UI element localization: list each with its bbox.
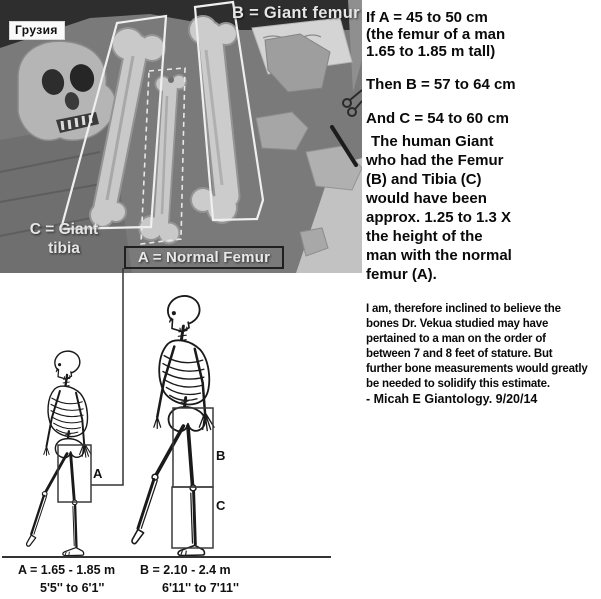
marker-c: C <box>216 498 226 513</box>
giant-tibia-label <box>22 220 106 258</box>
connector-line-a <box>91 268 123 485</box>
giant-paragraph-line: who had the Femur <box>366 152 504 169</box>
giant-height-m: B = 2.10 - 2.4 m <box>140 563 231 577</box>
note-line: be needed to solidify this estimate. <box>366 378 550 390</box>
marker-b: B <box>216 448 226 463</box>
note-line: further bone measurements would greatly <box>366 363 588 375</box>
normal-height-ft: 5'5'' to 6'1'' <box>40 581 105 595</box>
analysis-line: 1.65 to 1.85 m tall) <box>366 43 496 60</box>
giant-paragraph-line: man with the normal <box>366 247 512 264</box>
note-line: bones Dr. Vekua studied may have <box>366 318 549 330</box>
giant-paragraph-line: (B) and Tibia (C) <box>366 171 482 188</box>
region-tag: Грузия <box>9 21 65 40</box>
giant-paragraph-line: would have been <box>366 190 487 207</box>
normal-femur-label: A = Normal Femur <box>124 246 284 269</box>
note-line: I am, therefore inclined to believe the <box>366 303 561 315</box>
giant-paragraph-line: The human Giant <box>371 133 494 150</box>
giant-paragraph-line: approx. 1.25 to 1.3 X <box>366 209 512 226</box>
marker-a: A <box>93 466 103 481</box>
note-line: between 7 and 8 feet of stature. But <box>366 348 553 360</box>
giant-femur-label: B = Giant femur <box>232 4 360 22</box>
analysis-line: If A = 45 to 50 cm <box>366 9 488 26</box>
normal-height-m: A = 1.65 - 1.85 m <box>18 563 116 577</box>
giant-tibia-label-line2: tibia <box>48 240 80 257</box>
giant-paragraph-line: femur (A). <box>366 266 437 283</box>
giant-paragraph-line: the height of the <box>366 228 483 245</box>
giant-tibia-label-line1: C = Giant <box>29 221 99 238</box>
signature: - Micah E Giantology. 9/20/14 <box>366 392 538 406</box>
analysis-line: (the femur of a man <box>366 26 506 43</box>
giant-height-ft: 6'11'' to 7'11'' <box>162 581 239 595</box>
analysis-then-b: Then B = 57 to 64 cm <box>366 76 516 93</box>
skeleton-normal-man <box>27 349 92 555</box>
note-line: pertained to a man on the order of <box>366 333 546 345</box>
analysis-and-c: And C = 54 to 60 cm <box>366 110 509 127</box>
